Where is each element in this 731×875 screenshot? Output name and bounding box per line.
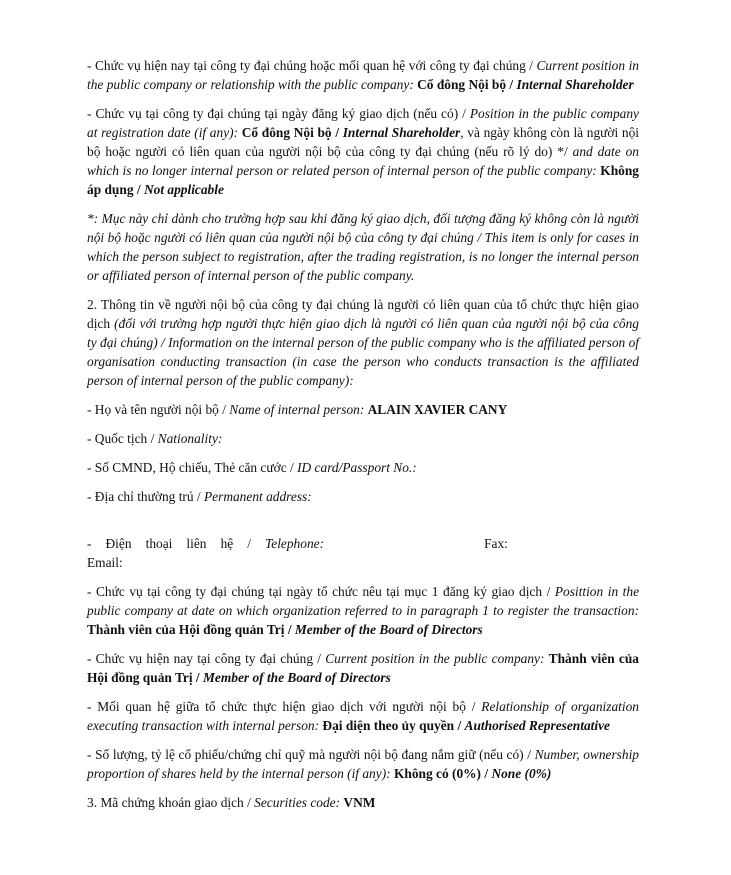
document-page bbox=[87, 56, 639, 822]
separator: / bbox=[192, 670, 203, 685]
label-vi: - Mối quan hệ giữa tổ chức thực hiện giao dịch với người nội bộ / bbox=[87, 699, 482, 714]
value-en: None (0%) bbox=[491, 766, 552, 781]
label-vi: - Chức vụ hiện nay tại công ty đại chúng hoặc mối quan hệ với công ty đại chúng / bbox=[87, 58, 537, 73]
label-en: Number, ownership proportion of shares held by the internal person (if any): bbox=[87, 747, 639, 781]
label-en: Permanent address: bbox=[203, 489, 312, 504]
separator: / bbox=[481, 766, 492, 781]
separator: / bbox=[331, 125, 343, 140]
fax-label: Fax: bbox=[484, 536, 508, 551]
label-en: Name of internal person: bbox=[229, 402, 368, 417]
securities-code-value: VNM bbox=[343, 795, 376, 810]
email-line: Email: bbox=[87, 555, 123, 570]
separator: / bbox=[454, 718, 465, 733]
value-vi: Thành viên của Hội đồng quản Trị bbox=[87, 622, 285, 637]
label-vi: 3. Mã chứng khoán giao dịch / bbox=[87, 795, 255, 810]
telephone-label-vi: thoại bbox=[145, 536, 173, 551]
value-en: Internal Shareholder bbox=[516, 77, 634, 92]
telephone-label-vi: Điện bbox=[105, 536, 132, 551]
label-vi: - Số CMND, Hộ chiếu, Thẻ căn cước / bbox=[87, 460, 298, 475]
relationship-paragraph bbox=[87, 697, 639, 735]
label-en: Posittion in the public company at date on which organization referred to in paragraph 1 to register the transaction: bbox=[87, 584, 640, 618]
value-en: Member of the Board of Directors bbox=[294, 622, 483, 637]
current-position-paragraph bbox=[87, 56, 639, 94]
label-en: Relationship of organization executing transaction with internal person: bbox=[87, 699, 639, 733]
telephone-fax-line bbox=[87, 534, 508, 553]
value-en: Internal Shareholder bbox=[342, 125, 461, 140]
label-en: Securities code: bbox=[254, 795, 344, 810]
section-2-en: (đối với trường hợp người thực hiện giao dịch là người có liên quan của người nội bộ của công ty đại chúng) / Information on the internal person of the public company who is the affiliated person of organisation conducting transaction (in case the person who conducts transaction is the affiliated person of internal person of the public company): bbox=[87, 316, 640, 388]
label-en: Current position in the public company: bbox=[325, 651, 549, 666]
label-vi: - Chức vụ hiện nay tại công ty đại chúng / bbox=[87, 651, 326, 666]
section-2-vi: 2. Thông tin về người nội bộ của công ty đại chúng là người có liên quan của tổ chức thực hiện giao dịch bbox=[87, 297, 639, 331]
value-vi-2: Không áp dụng bbox=[87, 163, 639, 197]
telephone-label-en: Telephone: bbox=[265, 536, 325, 551]
value-vi: Thành viên của Hội đồng quản Trị bbox=[87, 651, 639, 685]
value-vi: Đại diện theo ủy quyền bbox=[322, 718, 455, 733]
value-en: Authorised Representative bbox=[464, 718, 610, 733]
telephone-label-vi: liên bbox=[186, 536, 207, 551]
separator: / bbox=[247, 536, 251, 551]
blank-space bbox=[87, 516, 639, 534]
current-position-paragraph-2 bbox=[87, 649, 639, 687]
nationality-line bbox=[87, 429, 639, 448]
position-at-registration-paragraph bbox=[87, 582, 639, 639]
section-2-heading bbox=[87, 295, 639, 390]
securities-code-line bbox=[87, 793, 639, 812]
value-vi: Cổ đông Nội bộ bbox=[417, 77, 507, 92]
value-en: Member of the Board of Directors bbox=[202, 670, 391, 685]
label-vi: - Họ và tên người nội bộ / bbox=[87, 402, 230, 417]
separator: / bbox=[506, 77, 517, 92]
label-en: ID card/Passport No.: bbox=[297, 460, 417, 475]
label-vi-2: , và ngày không còn là người nội bộ hoặc người có liên quan của người nội bộ của công ty đại chúng (nếu rõ lý do) */ bbox=[87, 125, 640, 159]
person-name-value: ALAIN XAVIER CANY bbox=[367, 402, 508, 417]
shares-held-paragraph bbox=[87, 745, 639, 783]
label-en: Position in the public company at registration date (if any): bbox=[87, 106, 639, 140]
registration-position-paragraph bbox=[87, 104, 639, 199]
label-vi: - Quốc tịch / bbox=[87, 431, 158, 446]
telephone-label-vi: hệ bbox=[220, 536, 234, 551]
id-card-line bbox=[87, 458, 639, 477]
separator: / bbox=[284, 622, 295, 637]
value-en-2: Not applicable bbox=[143, 182, 224, 197]
internal-person-name bbox=[87, 400, 639, 419]
label-en: Current position in the public company or relationship with the public company: bbox=[87, 58, 639, 92]
label-vi: - Chức vụ tại công ty đại chúng tại ngày đăng ký giao dịch (nếu có) / bbox=[87, 106, 470, 121]
label-vi: - Số lượng, tỷ lệ cổ phiếu/chứng chỉ quỹ mà người nội bộ đang nắm giữ (nếu có) / bbox=[87, 747, 535, 762]
label-vi: - Chức vụ tại công ty đại chúng tại ngày tổ chức nêu tại mục 1 đăng ký giao dịch / bbox=[87, 584, 555, 599]
label-vi: - Địa chỉ thường trú / bbox=[87, 489, 204, 504]
value-vi: Không có (0%) bbox=[393, 766, 482, 781]
value-vi: Cổ đông Nội bộ bbox=[241, 125, 332, 140]
dash: - bbox=[87, 536, 92, 551]
address-line bbox=[87, 487, 639, 506]
label-en: Nationality: bbox=[157, 431, 223, 446]
label-en-2: and date on which is no longer internal person or related person of internal person of the public company: bbox=[87, 144, 640, 178]
footnote-paragraph: *: Mục này chỉ dành cho trường hợp sau khi đăng ký giao dịch, đối tượng đăng ký không còn là người nội bộ hoặc người có liên quan của người nội bộ của công ty đại chúng / This item is only for cases in which the person subject to registration, after the trading registration, is no longer the internal person or affiliated person of internal person of the public company. bbox=[87, 211, 639, 283]
separator: / bbox=[133, 182, 144, 197]
